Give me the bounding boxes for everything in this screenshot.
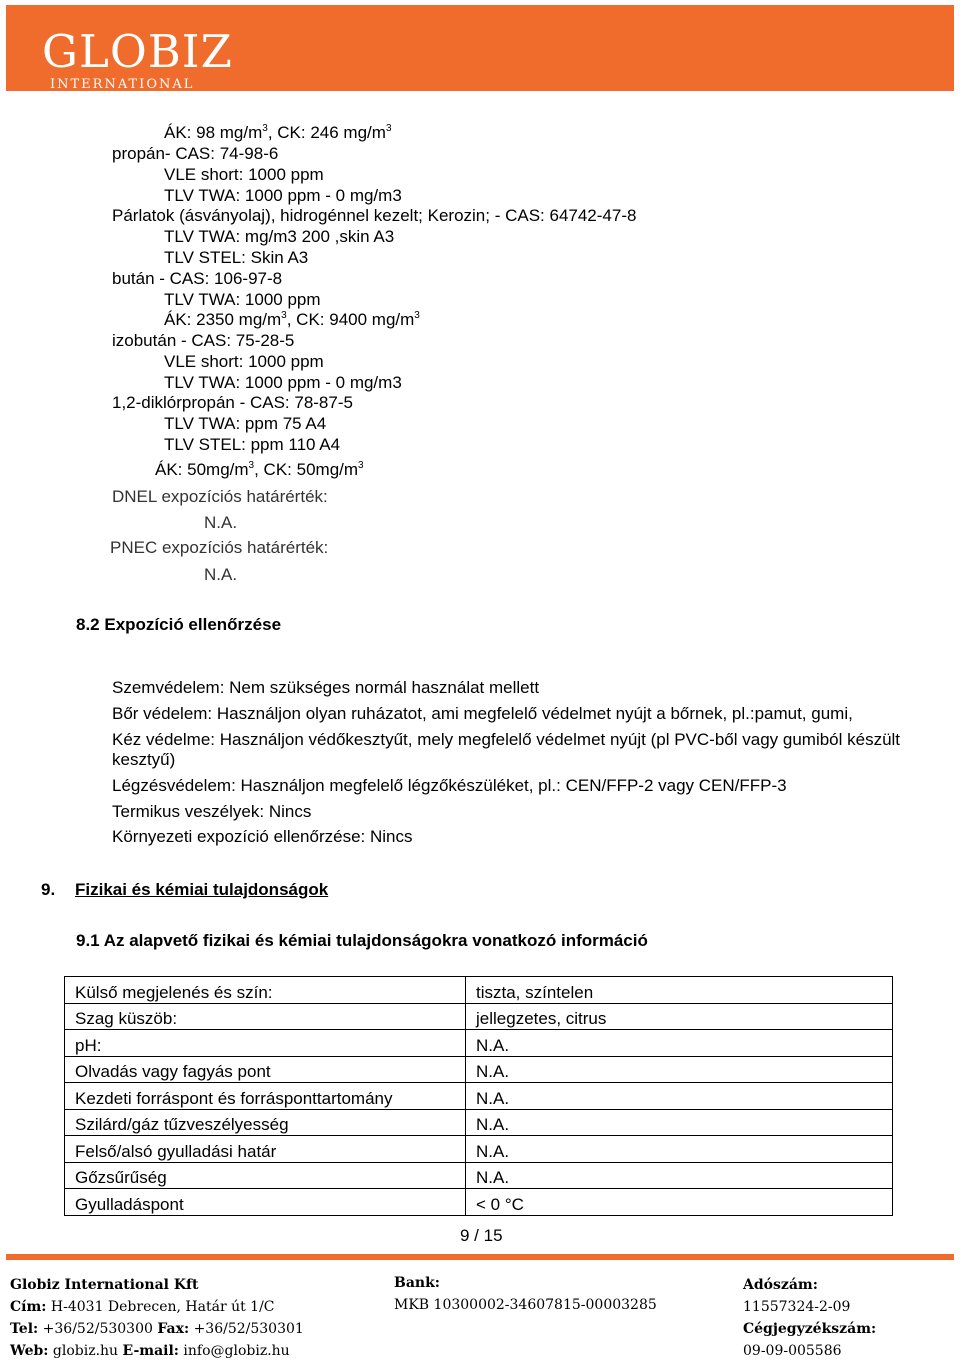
ak-line-3: ÁK: $50mg/m^3$, CK: $50mg/m^3$	[155, 460, 364, 479]
propan-cas: propán- CAS: 74-98-6	[112, 144, 279, 163]
butan-tlv: TLV TWA: 1000 ppm	[164, 290, 321, 309]
table-row	[65, 1189, 893, 1216]
table-row	[65, 1162, 893, 1189]
property-value: N.A.	[466, 1030, 893, 1057]
property-label: Gyulladáspont	[65, 1189, 466, 1216]
footer-bank-block	[394, 1272, 657, 1316]
pnec-value: N.A.	[204, 565, 238, 584]
footer-divider	[6, 1254, 954, 1260]
property-value: N.A.	[466, 1083, 893, 1110]
property-label: Szilárd/gáz tűzveszélyesség	[65, 1109, 466, 1136]
diklorpropan-tlv: TLV TWA: ppm 75 A4	[164, 414, 327, 433]
hand-protection-cont: kesztyű)	[112, 750, 176, 769]
footer-bank-label: Bank:	[394, 1275, 440, 1291]
izobutan-tlv: TLV TWA: 1000 ppm - 0 mg/m3	[164, 373, 402, 392]
property-label: Gőzsűrűség	[65, 1162, 466, 1189]
property-label: pH:	[65, 1030, 466, 1057]
property-label: Külső megjelenés és szín:	[65, 977, 466, 1004]
parlatok-tlv: TLV TWA: mg/m3 200 ,skin A3	[164, 227, 395, 246]
table-row	[65, 1109, 893, 1136]
pnec-label: PNEC expozíciós határérték:	[110, 538, 329, 557]
property-value: N.A.	[466, 1136, 893, 1163]
footer-registry-number: 09-09-005586	[743, 1343, 842, 1359]
property-value: N.A.	[466, 1109, 893, 1136]
butan-cas: bután - CAS: 106-97-8	[112, 269, 283, 288]
diklorpropan-stel: TLV STEL: ppm 110 A4	[164, 435, 341, 454]
section-8-2-title: 8.2 Expozíció ellenőrzése	[76, 615, 282, 634]
dnel-label: DNEL expozíciós határérték:	[112, 487, 328, 506]
footer-tax-number: 11557324-2-09	[743, 1299, 851, 1315]
section-9-1-title: 9.1 Az alapvető fizikai és kémiai tulajdonságokra vonatkozó információ	[76, 931, 648, 950]
property-value: jellegzetes, citrus	[466, 1003, 893, 1030]
header-bar	[6, 5, 954, 91]
izobutan-vle: VLE short: 1000 ppm	[164, 352, 324, 371]
respiratory-protection: Légzésvédelem: Használjon megfelelő légzőkészüléket, pl.: CEN/FFP-2 vagy CEN/FFP-3	[112, 776, 787, 795]
section-9-number: 9.	[41, 880, 56, 899]
table-row	[65, 1030, 893, 1057]
thermal-hazards: Termikus veszélyek: Nincs	[112, 802, 312, 821]
properties-table	[64, 976, 893, 1216]
diklorpropan-cas: 1,2-diklórpropán - CAS: 78-87-5	[112, 393, 353, 412]
table-row	[65, 977, 893, 1004]
property-label: Felső/alsó gyulladási határ	[65, 1136, 466, 1163]
footer-company-block	[10, 1274, 304, 1362]
environmental-exposure: Környezeti expozíció ellenőrzése: Nincs	[112, 827, 413, 846]
property-value: < 0 °C	[466, 1189, 893, 1216]
footer-company-name: Globiz International Kft	[10, 1277, 199, 1293]
footer-tax-block	[743, 1274, 876, 1362]
dnel-value: N.A.	[204, 513, 238, 532]
skin-protection: Bőr védelem: Használjon olyan ruházatot, ami megfelelő védelmet nyújt a bőrnek, pl.:pamut, gumi,	[112, 704, 853, 723]
company-logo-subtitle: INTERNATIONAL	[50, 77, 195, 92]
property-value: tiszta, színtelen	[466, 977, 893, 1004]
table-row	[65, 1136, 893, 1163]
footer-web-email: Web: globiz.hu E-mail: info@globiz.hu	[10, 1343, 290, 1359]
company-logo: GLOBIZ	[42, 25, 233, 78]
property-label: Szag küszöb:	[65, 1003, 466, 1030]
table-row	[65, 1083, 893, 1110]
eye-protection: Szemvédelem: Nem szükséges normál használat mellett	[112, 678, 540, 697]
section-9-title: Fizikai és kémiai tulajdonságok	[75, 880, 329, 899]
propan-vle: VLE short: 1000 ppm	[164, 165, 324, 184]
parlatok-cas: Párlatok (ásványolaj), hidrogénnel kezelt; Kerozin; - CAS: 64742-47-8	[112, 206, 637, 225]
footer-bank-account: MKB 10300002-34607815-00003285	[394, 1297, 657, 1313]
hand-protection: Kéz védelme: Használjon védőkesztyűt, mely megfelelő védelmet nyújt (pl PVC-ből vagy gumiból készült	[112, 730, 901, 749]
ak-line-1: ÁK: 98 $mg/m^3$, CK: 246 $mg/m^3$	[164, 123, 392, 142]
izobutan-cas: izobután - CAS: 75-28-5	[112, 331, 295, 350]
footer-address: Cím: H-4031 Debrecen, Határ út 1/C	[10, 1299, 275, 1315]
table-row	[65, 1056, 893, 1083]
property-value: N.A.	[466, 1056, 893, 1083]
property-value: N.A.	[466, 1162, 893, 1189]
footer-tax-label: Adószám:	[743, 1277, 818, 1293]
page-number: 9 / 15	[460, 1226, 503, 1245]
property-label: Kezdeti forráspont és forrásponttartomány	[65, 1083, 466, 1110]
property-label: Olvadás vagy fagyás pont	[65, 1056, 466, 1083]
footer-registry-label: Cégjegyzékszám:	[743, 1321, 877, 1337]
footer-phone-fax: Tel: +36/52/530300 Fax: +36/52/530301	[10, 1321, 304, 1337]
ak-line-2: ÁK: 2350 $mg/m^3$, CK: 9400 $mg/m^3$	[164, 310, 420, 329]
propan-tlv: TLV TWA: 1000 ppm - 0 mg/m3	[164, 186, 402, 205]
parlatok-stel: TLV STEL: Skin A3	[164, 248, 309, 267]
table-row	[65, 1003, 893, 1030]
